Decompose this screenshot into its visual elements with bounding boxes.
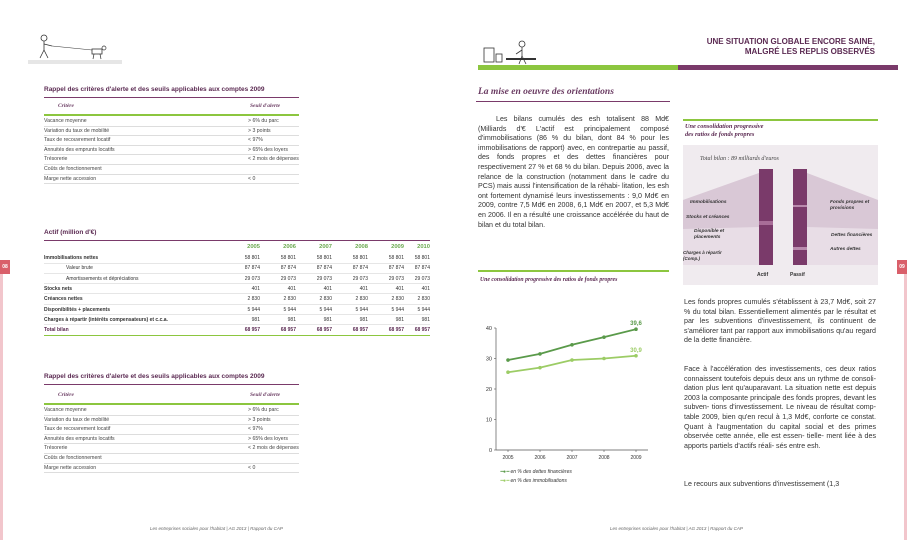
footer-left: Les entreprises sociales pour l'habitat | AG 2013 | Rapport du CAP (150, 526, 283, 531)
criteria-2-row (44, 444, 299, 454)
y-tick-label: 0 (488, 448, 492, 454)
actif-cell: 2 830 (247, 296, 260, 303)
actif-table-rule (44, 240, 430, 241)
page-heading-line1: UNE SITUATION GLOBALE ENCORE SAINE, (706, 37, 875, 46)
data-label-2: 30,9 (630, 347, 642, 354)
actif-row (44, 254, 430, 264)
actif-cell: 2 830 (319, 296, 332, 303)
actif-row (44, 316, 430, 326)
section-rule (476, 101, 670, 102)
actif-cell: 401 (251, 285, 260, 292)
actif-cell: 68 957 (352, 327, 368, 334)
actif-cell: 68 957 (316, 327, 332, 334)
page-number-tab-right: 09 (897, 260, 907, 274)
actif-cell: 29 073 (316, 275, 332, 282)
series-point-2 (634, 354, 638, 358)
criteria-table-2-title: Rappel des critères d'alerte et des seuils applicables aux comptes 2009 (44, 373, 265, 380)
body-paragraph-2: Les fonds propres cumulés s'établissent à 23,7 Md€, soit 27 % du total bilan. Essentiellement alimentés par le résultat et par les subventions d'investissement, ils continuent de s'améliorer tant par rapport aux immobilisations qu'au regard de la dette financière. (684, 298, 876, 345)
x-tick-label: 2008 (598, 455, 610, 461)
header-bar-right-2 (678, 65, 898, 70)
legend-item-2 (500, 478, 567, 484)
criteria-2-value: > 65% des loyers (248, 435, 288, 442)
actif-cell: 58 801 (280, 255, 296, 261)
series-point-1 (602, 335, 606, 339)
left-margin-stripe (0, 274, 3, 540)
criteria-1-value: > 65% des loyers (248, 146, 288, 153)
actif-cell: 29 073 (388, 275, 404, 282)
bilan-right-label-3: Autres dettes (830, 247, 861, 252)
legend-label-1: en % des dettes financières (510, 469, 572, 475)
criteria-2-head-rule (44, 403, 299, 405)
actif-cell: 58 801 (352, 255, 368, 261)
y-tick-label: 30 (485, 356, 492, 363)
actif-header-row (44, 243, 430, 253)
actif-row-label: Charges à répartir (intérêts compensateurs) et c.c.a. (44, 316, 168, 323)
bilan-top-rule (683, 119, 878, 121)
criteria-table-2-rule (44, 384, 299, 385)
x-tick-label: 2006 (534, 455, 546, 461)
actif-row-label: Stocks nets (44, 285, 73, 292)
criteria-2-label: Variation du taux de mobilité (44, 416, 110, 423)
series-point-2 (602, 357, 606, 361)
series-point-1 (634, 327, 638, 331)
actif-cell: 981 (421, 316, 430, 323)
criteria-2-label: Annuités des emprunts locatifs (44, 435, 115, 442)
actif-cell: 981 (359, 316, 368, 323)
criteria-2-value: < 0 (248, 464, 256, 471)
criteria-2-value: > 3 points (248, 416, 271, 423)
actif-cell: 87 874 (388, 265, 404, 272)
actif-year-header: 2009 (391, 244, 404, 250)
page-heading-line2: MALGRÉ LES REPLIS OBSERVÉS (744, 47, 875, 56)
criteria-1-value: > 3 points (248, 127, 271, 134)
criteria-2-row (44, 454, 299, 464)
actif-cell: 68 957 (414, 327, 430, 334)
actif-row-label: Amortissements et dépréciations (66, 275, 139, 282)
actif-year-header: 2008 (355, 244, 368, 250)
actif-cell: 401 (323, 285, 332, 292)
actif-cell: 401 (287, 285, 296, 292)
series-point-2 (538, 366, 542, 370)
criteria-2-value: < 2 mois de dépenses (248, 445, 299, 452)
header-bar-right (478, 65, 678, 70)
actif-table-title: Actif (million d'€) (44, 229, 97, 236)
criteria-2-row (44, 425, 299, 435)
actif-cell: 29 073 (280, 275, 296, 282)
bilan-col-actif: Actif (757, 272, 769, 278)
criteria-1-label: Vacance moyenne (44, 118, 87, 124)
actif-row (44, 295, 430, 305)
actif-cell: 5 944 (391, 306, 404, 313)
bilan-col-passif: Passif (790, 272, 805, 278)
actif-cell: 87 874 (316, 265, 332, 272)
series-point-1 (538, 352, 542, 356)
footer-right: Les entreprises sociales pour l'habitat | AG 2013 | Rapport du CAP (610, 526, 743, 531)
bilan-title-2: des ratios de fonds propres (685, 131, 755, 138)
legend-marker-2: ━●━ (500, 478, 511, 484)
series-point-1 (506, 358, 510, 362)
criteria-2-label: Trésorerie (44, 445, 68, 452)
criteria-2-col-seuil: Seuil d'alerte (250, 392, 281, 398)
criteria-1-row (44, 117, 299, 127)
actif-cell: 68 957 (388, 327, 404, 334)
criteria-2-label: Vacance moyenne (44, 407, 87, 413)
criteria-1-label: Annuités des emprunts locatifs (44, 146, 115, 153)
criteria-2-value: < 97% (248, 426, 263, 433)
actif-cell: 58 801 (388, 255, 404, 261)
criteria-2-label: Taux de recouvrement locatif (44, 426, 111, 433)
actif-cell: 981 (287, 316, 296, 323)
actif-cell: 5 944 (355, 306, 368, 313)
criteria-1-value: < 2 mois de dépenses (248, 156, 299, 163)
actif-cell: 5 944 (247, 306, 260, 313)
actif-cell: 401 (359, 285, 368, 292)
legend-label-2: en % des immobilisations (510, 478, 567, 484)
criteria-1-row (44, 146, 299, 156)
criteria-1-label: Marge nette accession (44, 175, 97, 182)
actif-cell: 87 874 (414, 265, 430, 272)
actif-year-header: 2005 (247, 244, 260, 250)
criteria-2-row (44, 464, 299, 474)
criteria-2-value: > 6% du parc (248, 407, 279, 413)
x-tick-label: 2009 (630, 455, 642, 461)
series-point-2 (570, 358, 574, 362)
actif-cell: 58 801 (244, 255, 260, 261)
criteria-1-value: < 97% (248, 137, 263, 144)
actif-cell: 2 830 (417, 296, 430, 303)
criteria-2-label: Coûts de fonctionnement (44, 455, 102, 461)
actif-cell: 2 830 (391, 296, 404, 303)
actif-row (44, 306, 430, 316)
series-point-1 (570, 343, 574, 347)
criteria-1-row (44, 136, 299, 146)
chart-top-rule (478, 270, 669, 272)
actif-cell: 5 944 (417, 306, 430, 313)
criteria-2-row (44, 416, 299, 426)
series-point-2 (506, 370, 510, 374)
actif-cell: 87 874 (280, 265, 296, 272)
criteria-1-row (44, 155, 299, 165)
criteria-table-1-title: Rappel des critères d'alerte et des seuils applicables aux comptes 2009 (44, 86, 265, 93)
criteria-1-value: < 0 (248, 175, 256, 182)
body-paragraph-1: Les bilans cumulés des esh totalisent 88 Md€ (Milliards d'€ L'actif est principalement composé d'immobilisations (86 % du bilan, dont 84 % pour les immobilisations de rapport) avec, en contrepartie au passif, des fonds propres et des dettes financières pour respectivement 27 % et 68 % du bilan. Depuis 2006, avec la relance de la construction (notamment dans le cadre du PCS) mais aussi l'intensification de la réhabi- litation, les esh ont fortement dynamisé leurs investissements : 9,0 Md€ en 2009, contre 7,5 Md€ en 2008, 6,1 Md€ en 2007, et 5,3 Md€ en 2006. Il en a résulté une croissance accélérée du haut de bilan et du total bilan. (478, 115, 669, 229)
actif-row-label: Immobilisations nettes (44, 255, 99, 261)
actif-cell: 2 830 (355, 296, 368, 303)
actif-row (44, 285, 430, 295)
actif-row-label: Disponibilités + placements (44, 306, 110, 313)
criteria-2-row (44, 435, 299, 445)
actif-cell: 981 (395, 316, 404, 323)
criteria-1-label: Coûts de fonctionnement (44, 166, 102, 172)
actif-row (44, 264, 430, 274)
bilan-left-label-3: Disponible et placements (694, 229, 725, 240)
x-tick-label: 2005 (502, 455, 514, 461)
actif-row-label: Valeur brute (66, 265, 93, 272)
actif-cell: 981 (323, 316, 332, 323)
criteria-1-row (44, 127, 299, 137)
actif-cell: 58 801 (316, 255, 332, 261)
bilan-title-1: Une consolidation progressive (685, 123, 764, 130)
actif-cell: 401 (421, 285, 430, 292)
actif-cell: 5 944 (319, 306, 332, 313)
criteria-1-label: Taux de recouvrement locatif (44, 137, 111, 144)
line-chart (478, 318, 668, 488)
criteria-1-label: Variation du taux de mobilité (44, 127, 110, 134)
page-heading (660, 37, 875, 57)
legend-marker-1: ━●━ (500, 469, 511, 475)
actif-cell: 29 073 (244, 275, 260, 282)
actif-row-label: Créances nettes (44, 296, 83, 303)
y-tick-label: 40 (485, 326, 492, 332)
line-chart-title: Une consolidation progressive des ratios de fonds propres (480, 277, 618, 283)
actif-year-header: 2007 (319, 244, 332, 250)
page-number-tab-left: 08 (0, 260, 10, 274)
actif-cell: 29 073 (414, 275, 430, 282)
criteria-1-row (44, 175, 299, 185)
actif-year-header: 2010 (417, 244, 430, 250)
actif-cell: 5 944 (283, 306, 296, 313)
body-paragraph-3: Face à l'accélération des investissements, ces deux ratios connaissent toutefois depuis deux ans un rythme de consoli- dation plus lent qu'auparavant. La situation nette est depuis 2003 la composante principale des fonds propres, devant les subven- tions d'investissement. Le niveau de résultat comp- table 2009, bien qu'en recul à 1,3 Md€, conforte ce constat. Quant à l'augmentation du capital social et des primes observée cette année, elle est essen- tielle- ment liée à des apports partiels d'actifs réali- sés entre esh. (684, 365, 876, 450)
bilan-left-label-4: Charges à répartir (Comp.) (683, 250, 722, 261)
actif-cell: 58 801 (414, 255, 430, 261)
actif-cell: 29 073 (352, 275, 368, 282)
bilan-left-label-2: Stocks et créances (686, 215, 730, 220)
criteria-table-1-rule (44, 97, 299, 98)
bilan-left-label-1: Immobilisations (690, 200, 727, 205)
x-tick-label: 2007 (566, 455, 578, 461)
actif-cell: 87 874 (352, 265, 368, 272)
data-label-1: 39,6 (630, 321, 642, 328)
actif-row (44, 326, 430, 336)
y-tick-label: 20 (485, 387, 492, 393)
criteria-col-seuil: Seuil d'alerte (250, 103, 281, 109)
criteria-head-rule (44, 114, 299, 116)
criteria-2-label: Marge nette accession (44, 464, 97, 471)
actif-row (44, 275, 430, 285)
actif-cell: 87 874 (244, 265, 260, 272)
section-title: La mise en oeuvre des orientations (478, 87, 614, 97)
body-paragraph-4: Le recours aux subventions d'investissement (1,3 (684, 480, 840, 488)
actif-cell: 401 (395, 285, 404, 292)
actif-cell: 68 957 (280, 327, 296, 334)
bilan-total: Total bilan : 89 milliards d'euros (700, 156, 779, 162)
y-tick-label: 10 (485, 417, 492, 424)
criteria-2-row (44, 406, 299, 416)
criteria-1-row (44, 165, 299, 175)
actif-cell: 68 957 (244, 327, 260, 334)
actif-year-header: 2006 (283, 244, 296, 250)
actif-cell: 2 830 (283, 296, 296, 303)
criteria-1-value: > 6% du parc (248, 118, 279, 124)
criteria-1-label: Trésorerie (44, 156, 68, 163)
bilan-right-label-2: Dettes financières (831, 233, 873, 238)
actif-row-label: Total bilan (44, 327, 69, 334)
criteria-col-critere: Critère (58, 103, 74, 109)
legend-item-1 (500, 469, 572, 475)
header-rule-left (28, 60, 122, 64)
bilan-title (685, 123, 763, 139)
criteria-2-col-critere: Critère (58, 392, 74, 398)
actif-cell: 981 (251, 316, 260, 323)
bilan-right-label-1: Fonds propres et provisions (830, 200, 870, 211)
